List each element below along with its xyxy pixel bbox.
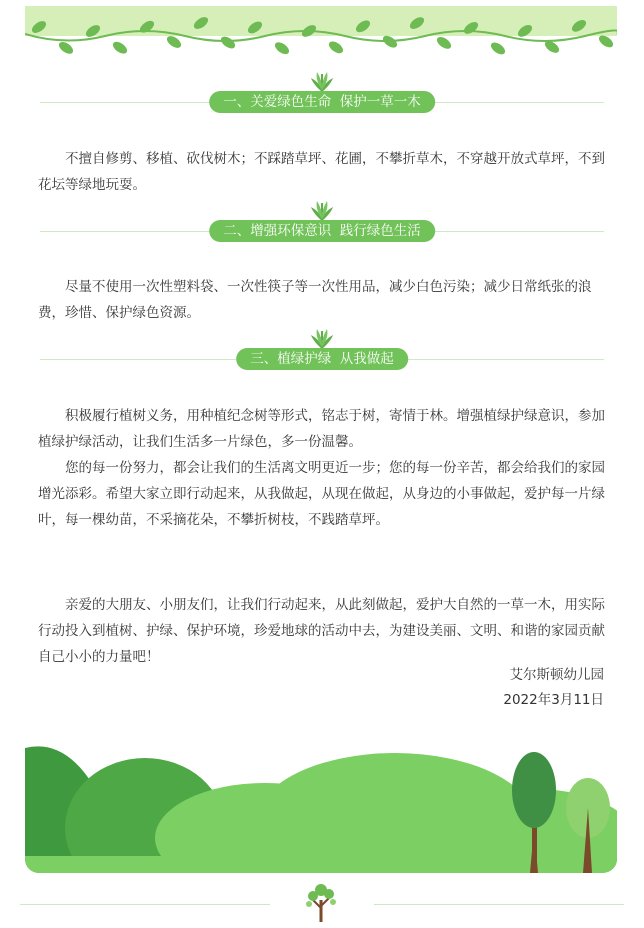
- hills-illustration: [25, 728, 617, 873]
- section-paragraph: 尽量不使用一次性塑料袋、一次性筷子等一次性用品，减少白色污染；减少日常纸张的浪费，珍惜、保护绿色资源。: [38, 279, 592, 321]
- closing-paragraph: 亲爱的大朋友、小朋友们，让我们行动起来，从此刻做起，爱护大自然的一草一木，用实际行动投入到植树、护绿、保护环境，珍爱地球的活动中去，为建设美丽、文明、和谐的家园贡献自己小小的力量吧！: [38, 597, 605, 665]
- section-paragraph: 您的每一份努力，都会让我们的生活离文明更近一步；您的每一份辛苦，都会给我们的家园增光添彩。希望大家立即行动起来，从我做起，从现在做起，从身边的小事做起，爱护每一片绿叶，每一棵幼苗，不采摘花朵，不攀折树枝，不践踏草坪。: [38, 460, 605, 528]
- sprout-icon: [307, 327, 337, 349]
- section-title: 二、增强环保意识 践行绿色生活: [209, 220, 435, 242]
- section-title: 三、植绿护绿 从我做起: [236, 348, 408, 370]
- section-header-2: [0, 199, 644, 243]
- section-paragraph: 积极履行植树义务，用种植纪念树等形式，铭志于树，寄情于林。增强植绿护绿意识，参加植绿护绿活动，让我们生活多一片绿色，多一份温馨。: [38, 408, 605, 450]
- footer-divider: [20, 904, 270, 905]
- sprout-icon: [307, 70, 337, 92]
- sprout-icon: [307, 199, 337, 221]
- footer-divider: [374, 904, 624, 905]
- tree-icon: [301, 882, 341, 922]
- signature-org: 艾尔斯顿幼儿园: [509, 667, 604, 683]
- section-header-3: [0, 327, 644, 371]
- vine-decoration: [25, 6, 617, 68]
- section-title: 一、关爱绿色生命 保护一草一木: [209, 91, 435, 113]
- section-paragraph: 不擅自修剪、移植、砍伐树木；不踩踏草坪、花圃，不攀折草木，不穿越开放式草坪，不到花坛等绿地玩耍。: [38, 151, 605, 193]
- signature-date: 2022年3月11日: [503, 692, 604, 708]
- section-header-1: [0, 70, 644, 114]
